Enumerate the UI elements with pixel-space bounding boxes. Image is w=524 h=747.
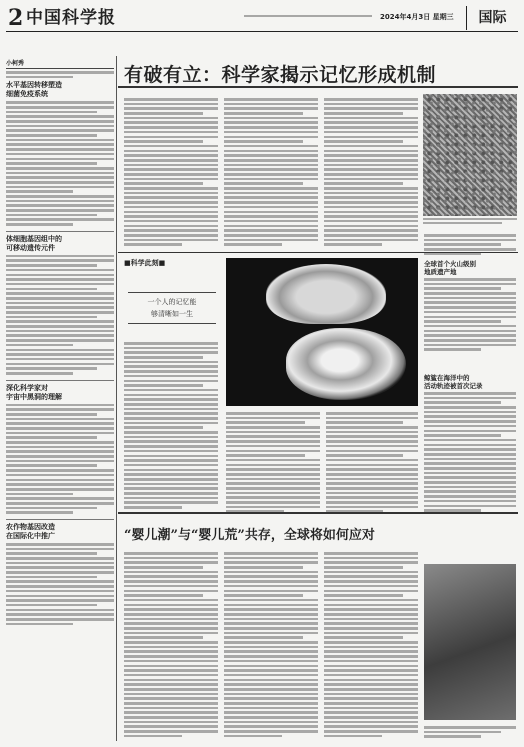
brief-title-3: 深化科学家对 宇宙中黑洞的理解 [6,383,62,401]
brief-right-title-2: 鲸鲨在海洋中的 活动轨迹被首次记录 [424,374,483,390]
brief-title-4: 农作物基因改造 在国际化中推广 [6,522,55,540]
lead-article-col-3 [324,96,418,246]
sidebar-briefs [6,58,114,741]
baby-article-photo-caption [424,724,516,738]
feature-col-2 [226,410,320,513]
sidebar-header: 小柯秀 [6,58,114,69]
paper-name-logo: 中国科学报 [26,8,116,28]
lead-article-col-2 [224,96,318,246]
baby-article-col-2 [224,550,318,737]
brief-right-2 [424,374,516,512]
sidebar-intro [6,71,114,78]
feature-col-1 [124,340,218,509]
brief-body-4 [6,543,114,625]
brief-body-2 [6,255,114,375]
lead-article-col-1 [124,96,218,246]
section-rule-1 [118,252,518,253]
brief-right-1 [424,260,516,351]
baby-article-col-1 [124,550,218,737]
column-divider [116,56,117,741]
brief-right-title-1: 全球首个火山级别 地质遗产地 [424,260,476,276]
lead-headline: 有破有立：科学家揭示记忆形成机制 [124,64,437,86]
masthead-contact-line [244,15,372,17]
baby-article-photo [424,564,516,720]
headline-rule [118,86,518,88]
main-content [118,56,518,741]
baby-article-col-3 [324,550,418,737]
brief-body-1 [6,101,114,225]
page-number: 2 [8,5,24,31]
feature-col-3 [326,410,418,513]
brain-photo [226,258,418,406]
brief-title-2: 体细胞基因组中的 可移动遗传元件 [6,234,62,252]
issue-date: 2024年4月3日 星期三 [380,13,454,21]
section-label: 国际 [466,6,518,30]
masthead [6,6,518,32]
brief-title-1: 水平基因转移塑造 细菌免疫系统 [6,81,62,99]
column-kicker: ■科学此刻■ [124,259,166,267]
section-rule-2 [118,512,518,514]
pull-quote: 一个人的记忆能 够清晰如一生 [128,292,216,324]
brief-body-3 [6,404,114,514]
neuron-photo [423,94,517,216]
neuron-photo-caption [423,218,517,224]
second-headline: “婴儿潮”与“婴儿荒”共存，全球将如何应对 [124,528,375,543]
